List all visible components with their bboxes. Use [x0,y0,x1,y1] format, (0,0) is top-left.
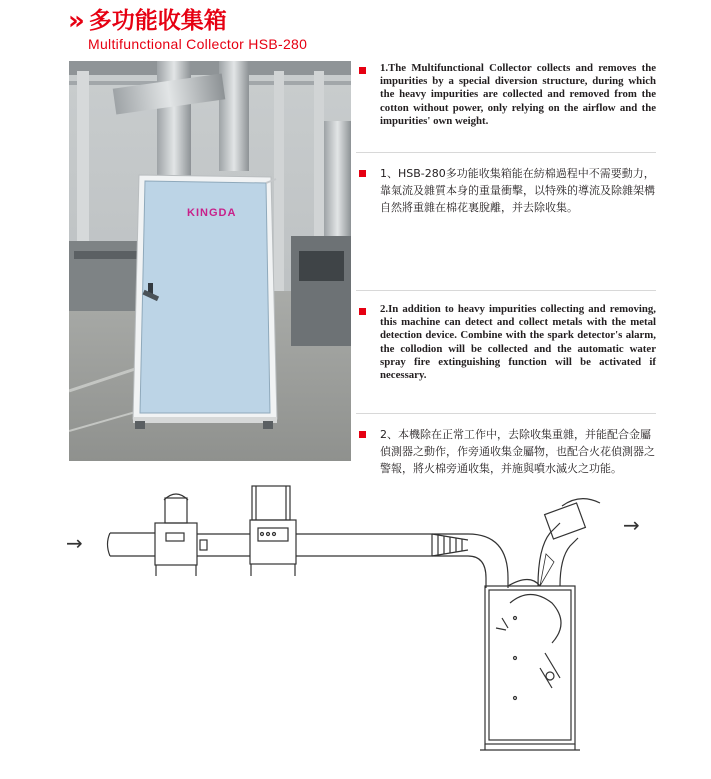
feature-item-2-en [356,303,656,414]
feature-item-1-en [356,62,656,153]
product-photo [69,61,351,461]
feature-item-1-cn [356,165,656,291]
feature-text: 2.In addition to heavy impurities collecting and removing, this machine can detect and collect metals with the metal detection device. Combine with the spark detector's alarm, the collodion will be collected and the automatic water spray fire extinguishing function will be activated if necessary. [380,303,656,382]
installation-diagram [60,478,660,772]
bullet-icon [359,308,366,315]
title-row [68,8,307,34]
page-title: 多功能收集箱 [88,8,227,34]
page-subtitle: Multifunctional Collector HSB-280 [88,36,308,52]
page-header [68,8,307,52]
inlet-arrow-icon: → [66,531,83,555]
double-chevron-icon: » [68,6,79,36]
feature-text: 1.The Multifunctional Collector collects and removes the impurities by a special diversion structure, during which the heavy impurities are collected and removed from the cotton without power, only relying on the airflow and the impurities' own weight. [380,62,656,127]
bullet-icon [359,170,366,177]
feature-list [356,62,656,499]
bullet-icon [359,67,366,74]
outlet-arrow-icon: → [623,513,640,537]
bullet-icon [359,431,366,438]
kingda-logo: KINGDA [187,207,237,219]
feature-text: 1、HSB-280多功能收集箱能在紡棉過程中不需要動力，靠氣流及雜質本身的重量衝擊，以特殊的導流及除雜架構自然將重雜在棉花裏脫離，并去除收集。 [380,167,655,214]
feature-text: 2、本機除在正常工作中，去除收集重雜，并能配合金屬偵測器之動作，作旁通收集金屬物，也配合火花偵測器之警報，將火棉旁通收集，并施與噴水滅火之功能。 [380,428,655,475]
